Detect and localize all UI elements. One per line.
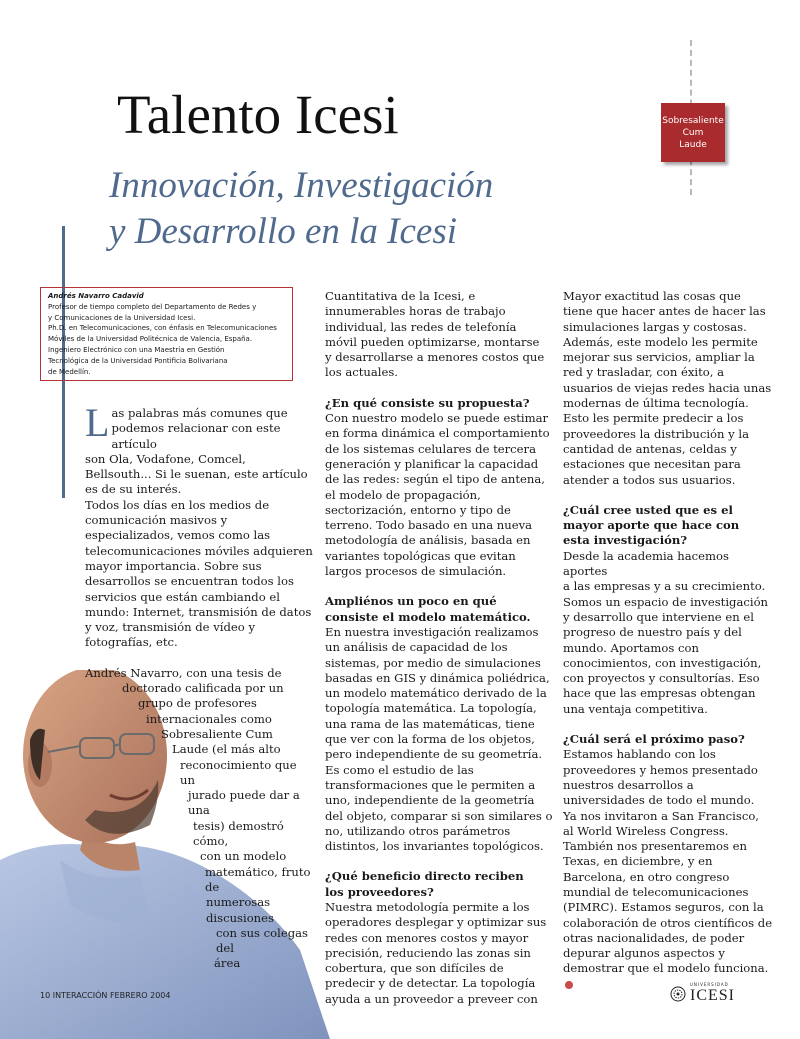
text-line: demostrar que el modelo funciona. [563, 961, 775, 992]
text-line: el modelo de propagación, [325, 487, 481, 502]
text-line: del objeto, comparar si son similares o [325, 808, 553, 823]
text-line: y desarrollo que interviene en el [563, 609, 754, 624]
text-line: área [214, 956, 241, 971]
text-line: Laude (el más alto [172, 742, 281, 757]
text-line: es de su interés. [85, 482, 182, 497]
text-line: a las empresas y a su crecimiento. [563, 579, 766, 594]
text-line: y desarrollarse a menores costos que [325, 350, 545, 365]
text-line: generación y planificar la capacidad [325, 456, 539, 471]
column-2 [325, 289, 553, 1007]
text-line: Mayor exactitud las cosas que [563, 289, 741, 303]
text-line: Además, este modelo les permite [563, 334, 758, 349]
section-badge [661, 103, 725, 162]
text-line: pero independiente de su geometría. [325, 747, 543, 762]
text-line: matemático, fruto de [205, 864, 311, 894]
badge-line-1: Sobresaliente [662, 115, 724, 126]
text-line: son Ola, Vodafone, Comcel, [85, 451, 246, 466]
text-line: depurar algunos aspectos y [563, 946, 725, 961]
text-line: jurado puede dar a una [188, 788, 300, 818]
text-line: Estamos hablando con los [563, 747, 716, 762]
text-line: metodología de análisis, basada en [325, 533, 531, 548]
col3-paragraph-3 [563, 747, 775, 992]
text-line: y voz, transmisión de vídeo y [85, 620, 255, 635]
text-line: (PIMRC). Estamos seguros, con la [563, 900, 764, 915]
text-line: Andrés Navarro, con una tesis de [85, 665, 282, 680]
text-line: simulaciones largas y costosas. [563, 319, 747, 334]
text-line: as palabras más comunes que [111, 406, 288, 420]
text-line: mayor importancia. Sobre sus [85, 558, 262, 573]
text-line: mundo. Aportamos con [563, 640, 699, 655]
text-line: Móviles de la Universidad Politécnica de Valencia, España. [48, 335, 253, 344]
text-line: tiene que hacer antes de hacer las [563, 304, 766, 319]
question-heading-3 [325, 869, 553, 900]
text-line: hace que las empresas obtengan [563, 686, 756, 701]
text-line: universidades de todo el mundo. [563, 793, 755, 808]
logo-emblem-icon [670, 986, 686, 1002]
badge-line-2: Cum [682, 127, 704, 138]
text-line: cobertura, que son difíciles de [325, 961, 504, 976]
text-line: y Comunicaciones de la Universidad Icesi. [48, 313, 196, 322]
text-line: Profesor de tiempo completo del Departamento de Redes y [48, 302, 257, 311]
issue-date: FEBRERO 2004 [109, 991, 171, 1000]
text-line: largos procesos de simulación. [325, 564, 507, 579]
text-line: ¿Cuál será el próximo paso? [563, 732, 745, 747]
column-3 [563, 289, 775, 992]
col3-paragraph-1 [563, 289, 775, 488]
author-bio-box [40, 287, 293, 381]
text-line: una ventaja competitiva. [563, 701, 708, 716]
text-line: Ingeniero Electrónico con una Maestría en Gestión [48, 345, 225, 354]
text-line: precisión, reduciendo las zonas sin [325, 945, 531, 960]
text-line: Tecnológica de la Universidad Pontificia Bolivariana [48, 356, 228, 365]
text-line: atender a todos sus usuarios. [563, 472, 736, 487]
page-title: Talento Icesi [117, 84, 399, 145]
text-line: doctorado calificada por un [122, 681, 284, 696]
text-line: podemos relacionar con este artículo [111, 421, 281, 451]
text-line: Sobresaliente Cum [161, 726, 273, 741]
text-line: que ver con la forma de los objetos, [325, 732, 535, 747]
text-line: predecir y de detectar. La topología [325, 976, 536, 991]
author-name: Andrés Navarro Cadavid [48, 292, 144, 300]
text-line: Texas, en diciembre, y en [563, 854, 713, 869]
text-line: Ph.D. en Telecomunicaciones, con énfasis en Telecomunicaciones [48, 324, 277, 333]
text-line: consiste el modelo matemático. [325, 609, 531, 624]
text-line: terreno. Todo basado en una nueva [325, 518, 533, 533]
text-line: topología matemática. La topología, [325, 701, 537, 716]
text-line: sectorización, entorno y tipo de [325, 502, 511, 517]
text-line: internacionales como [146, 711, 272, 726]
text-line: una rama de las matemáticas, tiene [325, 716, 535, 731]
text-line: Nuestra metodología permite a los [325, 899, 530, 914]
text-line: ¿Cuál cree usted que es el [563, 502, 733, 517]
text-line: Bellsouth... Si le suenan, este artículo [85, 467, 308, 482]
text-line: servicios que están cambiando el [85, 589, 280, 604]
text-line: conocimientos, con investigación, [563, 655, 762, 670]
text-line: los proveedores? [325, 884, 434, 899]
magazine-name: INTERACCIÓN [52, 991, 108, 1000]
text-line: innumerables horas de trabajo [325, 304, 506, 319]
text-line: proveedores y hemos presentado [563, 762, 758, 777]
text-line: Esto les permite predecir a los [563, 411, 744, 426]
text-line: mundial de telecomunicaciones [563, 884, 749, 899]
text-line: no, utilizando otros parámetros [325, 823, 511, 838]
subtitle-line-2: y Desarrollo en la Icesi [109, 211, 457, 252]
text-line: transformaciones que le permiten a [325, 777, 536, 792]
col3-paragraph-2 [563, 549, 775, 717]
text-line: mayor aporte que hace con [563, 518, 740, 533]
question-heading-1 [325, 396, 553, 411]
text-line: distintos, los invariantes topológicos. [325, 839, 544, 854]
text-line: redes con menores costos y mayor [325, 930, 529, 945]
text-line: uno, independiente de la geometría [325, 793, 535, 808]
text-line: También nos presentaremos en [563, 839, 747, 854]
end-of-article-icon [565, 981, 573, 989]
question-heading-2 [325, 594, 553, 625]
logo-text: ICESI [690, 987, 735, 1004]
text-line: cantidad de antenas, celdas y [563, 441, 737, 456]
text-line: Somos un espacio de investigación [563, 594, 769, 609]
text-line: telecomunicaciones móviles adquieren [85, 543, 313, 558]
page-number: 10 [40, 991, 51, 1000]
text-line: ¿Qué beneficio directo reciben [325, 869, 524, 884]
text-line: operadores desplegar y optimizar sus [325, 915, 547, 930]
badge-line-3: Laude [679, 139, 707, 150]
col2-paragraph-3 [325, 625, 553, 854]
text-line: Ampliénos un poco en qué [325, 594, 497, 609]
text-line: de los sistemas celulares de tercera [325, 441, 536, 456]
text-line: de Medellín. [48, 367, 91, 376]
col2-paragraph-2 [325, 411, 553, 579]
text-line: los actuales. [325, 365, 398, 380]
text-line: Es como el estudio de las [325, 762, 474, 777]
text-line: individual, las redes de telefonía [325, 319, 517, 334]
text-line: numerosas discusiones [206, 895, 274, 925]
text-line: Todos los días en los medios de [85, 497, 270, 512]
text-line: colaboración de otros científicos de [563, 915, 773, 930]
text-line: Desde la academia hacemos aportes [563, 548, 729, 579]
text-line: red y trasladar, con éxito, a [563, 365, 725, 380]
text-line: En nuestra investigación realizamos [325, 624, 539, 639]
text-line: modernas de última tecnología. [563, 396, 749, 411]
text-line: proveedores la distribución y la [563, 426, 750, 441]
col1-intro-paragraph [85, 400, 315, 651]
text-line: Con nuestro modelo se puede estimar [325, 411, 549, 426]
col1-wrapped-paragraph [85, 666, 315, 972]
text-line: reconocimiento que un [180, 757, 297, 787]
icesi-logo [670, 982, 735, 1005]
text-line: Ya nos invitaron a San Francisco, [563, 808, 759, 823]
text-line: ayuda a un proveedor a preveer con [325, 991, 538, 1006]
question-heading-5 [563, 732, 775, 747]
text-line: de las redes: según el tipo de antena, [325, 472, 545, 487]
text-line: un análisis de capacidad de los [325, 640, 508, 655]
text-line: Cuantitativa de la Icesi, e [325, 289, 476, 303]
author-bio-lines [48, 302, 292, 378]
text-line: nuestros desarrollos a [563, 777, 694, 792]
text-line: móvil pueden optimizarse, montarse [325, 334, 540, 349]
text-line: progreso de nuestro país y del [563, 625, 742, 640]
text-line: fotografías, etc. [85, 635, 178, 650]
text-line: otras nacionalidades, de poder [563, 930, 745, 945]
text-line: con sus colegas del [216, 925, 309, 956]
col2-paragraph-1 [325, 289, 553, 381]
text-line: mundo: Internet, transmisión de datos [85, 604, 312, 619]
column-1 [85, 400, 315, 972]
text-line: variantes topológicas que evitan [325, 548, 516, 563]
text-line: en forma dinámica el comportamiento [325, 426, 550, 441]
text-line: con proyectos y consultorías. Eso [563, 671, 760, 686]
drop-cap: L [85, 400, 110, 445]
text-line: con un modelo [200, 849, 287, 864]
col2-paragraph-4 [325, 900, 553, 1007]
text-line: desarrollos se encuentran todos los [85, 574, 294, 589]
text-line: usuarios de viejas redes hacia unas [563, 380, 772, 395]
text-line: Barcelona, en otro congreso [563, 869, 730, 884]
text-line: ¿En qué consiste su propuesta? [325, 395, 530, 410]
text-line: tesis) demostró cómo, [193, 818, 284, 849]
text-line: grupo de profesores [138, 696, 257, 711]
text-line: mejorar sus servicios, ampliar la [563, 350, 755, 365]
page-footer [40, 991, 170, 1000]
text-line: comunicación masivos y [85, 513, 228, 528]
question-heading-4 [563, 503, 775, 549]
subtitle-line-1: Innovación, Investigación [109, 165, 494, 206]
text-line: especializados, vemos como las [85, 528, 271, 543]
text-line: basadas en GIS y dinámica poliédrica, [325, 670, 550, 685]
text-line: sistemas, por medio de simulaciones [325, 655, 541, 670]
logo-small-text: UNIVERSIDAD [690, 982, 729, 987]
article-subtitle [109, 163, 629, 255]
text-line: esta investigación? [563, 533, 688, 548]
text-line: un modelo matemático derivado de la [325, 686, 547, 701]
text-line: al World Wireless Congress. [563, 823, 729, 838]
text-line: estaciones que necesitan para [563, 457, 741, 472]
